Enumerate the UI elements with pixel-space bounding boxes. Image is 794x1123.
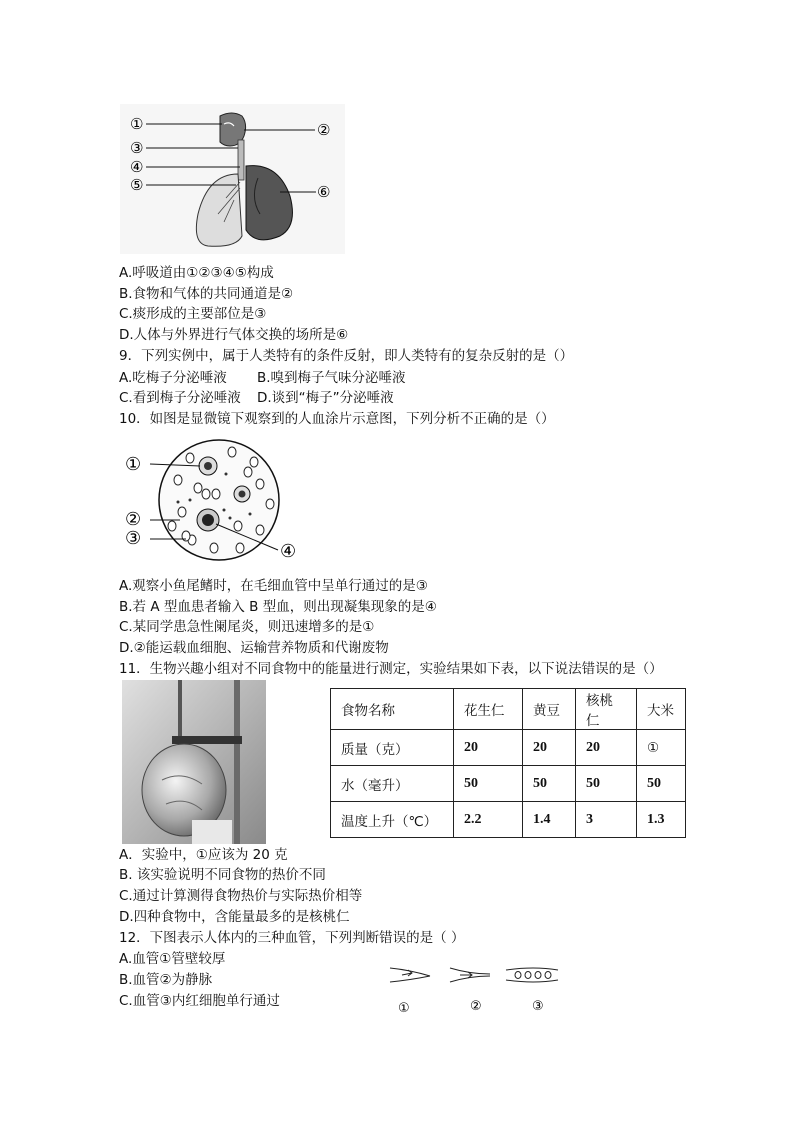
resp-label-5: ⑤ <box>130 176 144 194</box>
table-header-cell: 大米 <box>637 689 686 730</box>
table-header-cell: 食物名称 <box>331 689 454 730</box>
q8-option-c: C.痰形成的主要部位是③ <box>119 306 267 322</box>
q8-option-d: D.人体与外界进行气体交换的场所是⑥ <box>119 327 349 343</box>
blood-label-1: ① <box>125 454 142 475</box>
q12-stem: 12．下图表示人体内的三种血管，下列判断错误的是（ ） <box>119 930 465 946</box>
blood-vessels-figure <box>386 960 566 1016</box>
q10-option-b: B.若 A 型血患者输入 B 型血，则出现凝集现象的是④ <box>119 599 437 615</box>
table-header-cell: 花生仁 <box>454 689 523 730</box>
table-cell: 20 <box>576 730 637 766</box>
table-cell: 温度上升（℃） <box>331 802 454 838</box>
q11-option-d: D.四种食物中，含能量最多的是核桃仁 <box>119 909 350 925</box>
q9-option-b: B.嗅到梅子气味分泌唾液 <box>257 370 406 386</box>
blood-label-4: ④ <box>280 541 297 562</box>
q9-option-a: A.吃梅子分泌唾液 <box>119 370 227 386</box>
resp-label-6: ⑥ <box>317 183 331 201</box>
table-cell: 50 <box>523 766 576 802</box>
vessel-label-3: ③ <box>532 999 544 1014</box>
table-row <box>331 802 686 838</box>
table-cell: 20 <box>523 730 576 766</box>
q10-option-d: D.②能运载血细胞、运输营养物质和代谢废物 <box>119 640 389 656</box>
resp-label-3: ③ <box>130 139 144 157</box>
vessel-label-2: ② <box>470 999 482 1014</box>
q10-stem: 10．如图是显微镜下观察到的人血涂片示意图，下列分析不正确的是（） <box>119 411 555 427</box>
table-cell: 50 <box>637 766 686 802</box>
q11-option-c: C.通过计算测得食物热价与实际热价相等 <box>119 888 363 904</box>
table-header-cell: 核桃仁 <box>576 689 637 730</box>
q9-stem: 9．下列实例中，属于人类特有的条件反射，即人类特有的复杂反射的是（） <box>119 348 574 364</box>
food-energy-table <box>330 688 686 838</box>
q12-option-c: C.血管③内红细胞单行通过 <box>119 993 280 1009</box>
q12-option-a: A.血管①管壁较厚 <box>119 951 226 967</box>
table-row <box>331 730 686 766</box>
q9-option-c: C.看到梅子分泌唾液 <box>119 390 241 406</box>
resp-label-1: ① <box>130 115 144 133</box>
table-cell: 水（毫升） <box>331 766 454 802</box>
blood-label-3: ③ <box>125 528 142 549</box>
blood-label-2: ② <box>125 509 142 530</box>
calorimetry-photo <box>122 680 266 844</box>
blood-smear-figure <box>120 436 310 566</box>
table-cell: 1.3 <box>637 802 686 838</box>
table-cell: 50 <box>576 766 637 802</box>
table-cell: 50 <box>454 766 523 802</box>
q11-option-a: A．实验中，①应该为 20 克 <box>119 847 288 863</box>
table-row <box>331 766 686 802</box>
table-row <box>331 689 686 730</box>
table-cell: 质量（克） <box>331 730 454 766</box>
q9-option-d: D.谈到“梅子”分泌唾液 <box>257 390 394 406</box>
vessel-label-1: ① <box>398 1001 410 1016</box>
table-cell: ① <box>637 730 686 766</box>
table-cell: 2.2 <box>454 802 523 838</box>
resp-label-4: ④ <box>130 158 144 176</box>
resp-label-2: ② <box>317 121 331 139</box>
q11-option-b: B. 该实验说明不同食物的热价不同 <box>119 867 326 883</box>
q10-option-a: A.观察小鱼尾鳍时，在毛细血管中呈单行通过的是③ <box>119 578 428 594</box>
q10-option-c: C.某同学患急性阑尾炎，则迅速增多的是① <box>119 619 375 635</box>
table-cell: 3 <box>576 802 637 838</box>
q8-option-a: A.呼吸道由①②③④⑤构成 <box>119 265 274 281</box>
respiratory-system-figure <box>120 104 345 254</box>
q12-option-b: B.血管②为静脉 <box>119 972 213 988</box>
table-cell: 1.4 <box>523 802 576 838</box>
table-header-cell: 黄豆 <box>523 689 576 730</box>
q8-option-b: B.食物和气体的共同通道是② <box>119 286 294 302</box>
table-cell: 20 <box>454 730 523 766</box>
q11-stem: 11．生物兴趣小组对不同食物中的能量进行测定，实验结果如下表，以下说法错误的是（） <box>119 661 663 677</box>
